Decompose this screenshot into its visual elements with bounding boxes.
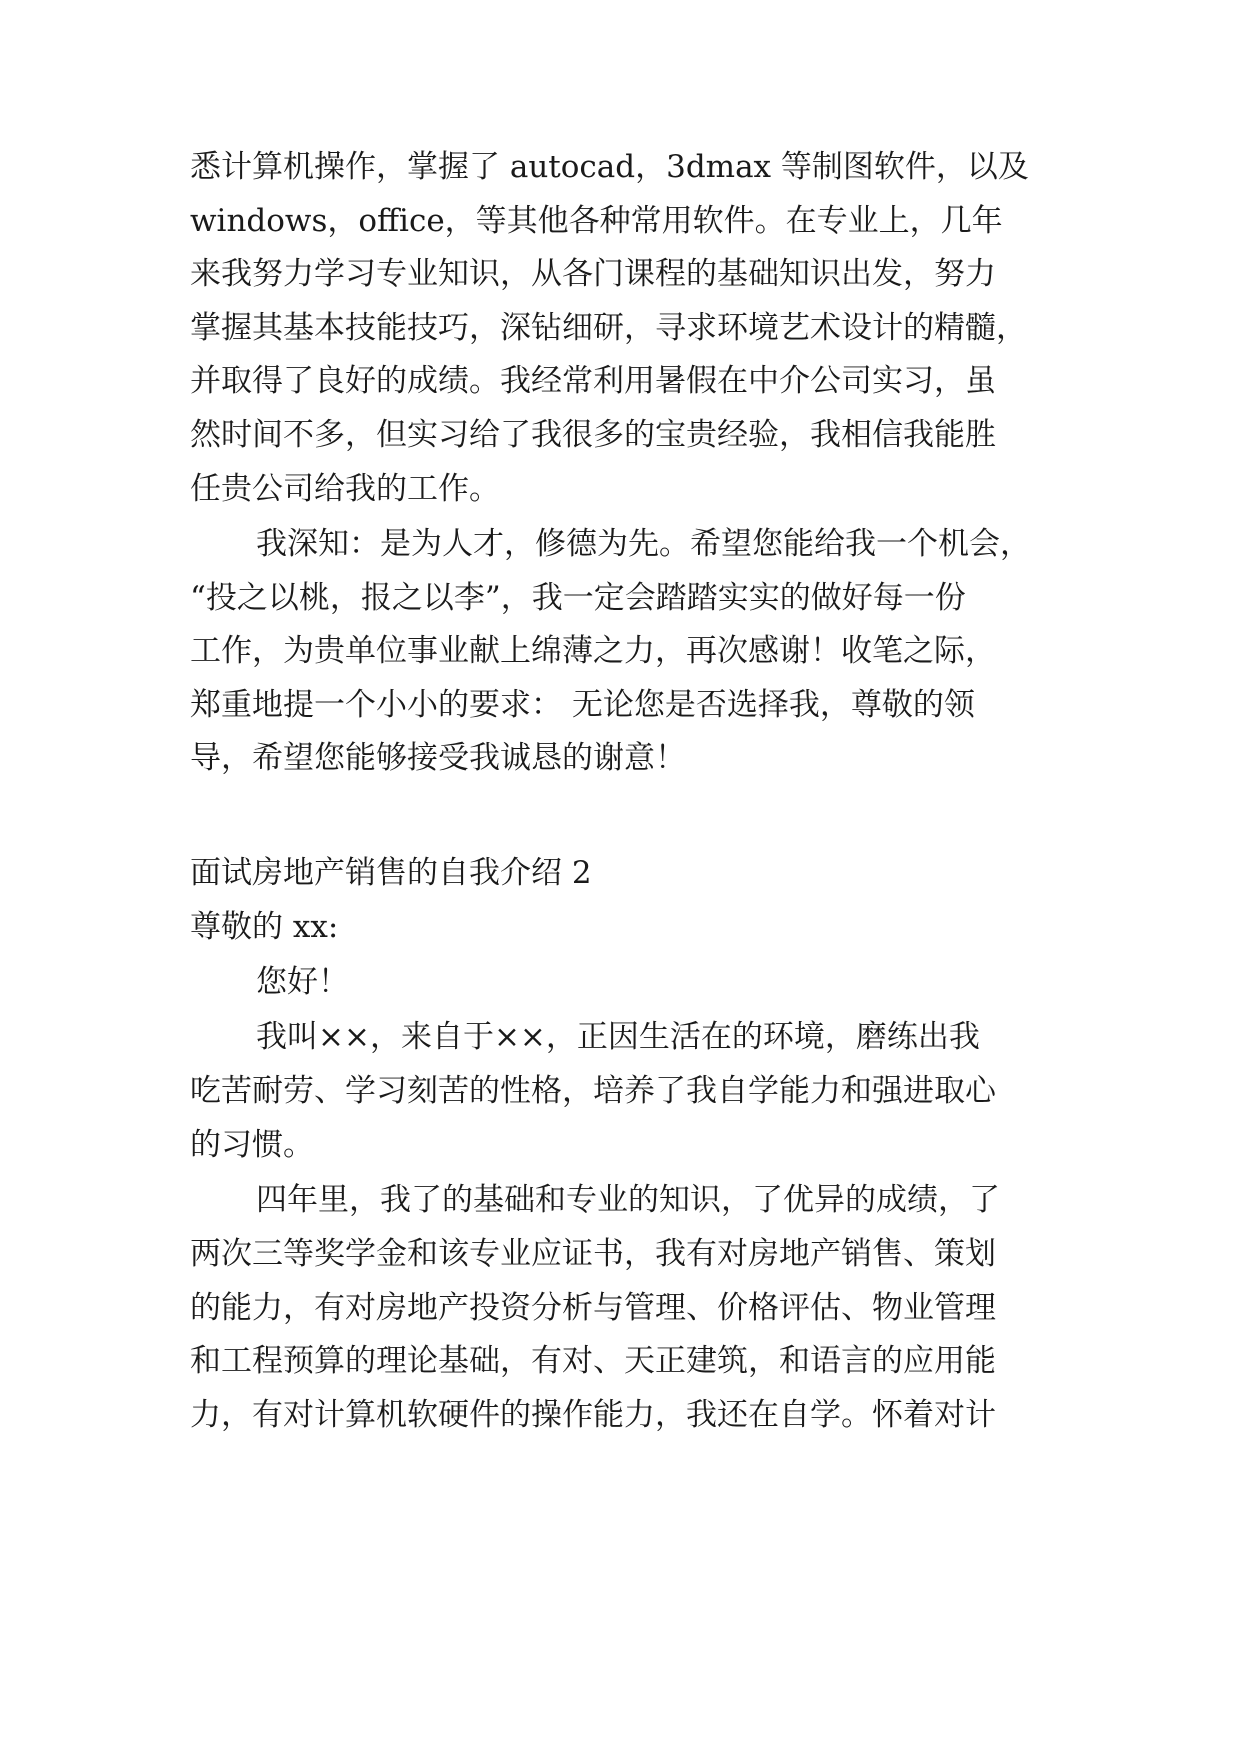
text-line: “投之以桃，报之以李”，我一定会踏踏实实的做好每一份 [190,580,966,616]
text-line: 并取得了良好的成绩。我经常利用暑假在中介公司实习，虽 [190,363,996,399]
greeting: 您好！ [256,964,349,1000]
text-line: 两次三等奖学金和该专业应证书，我有对房地产销售、策划 [190,1236,996,1272]
text-line: 掌握其基本技能技巧，深钻细研，寻求环境艺术设计的精髓， [190,310,1027,346]
text-line: 郑重地提一个小小的要求： 无论您是否选择我，尊敬的领 [190,687,975,723]
text-line: 的能力，有对房地产投资分析与管理、价格评估、物业管理 [190,1290,996,1326]
text-line: windows，office，等其他各种常用软件。在专业上，几年 [190,203,1003,239]
text-line: 吃苦耐劳、学习刻苦的性格，培养了我自学能力和强进取心 [190,1073,996,1109]
text-line: 我叫××，来自于××，正因生活在的环境，磨练出我 [256,1019,980,1055]
text-line: 然时间不多，但实习给了我很多的宝贵经验，我相信我能胜 [190,417,996,453]
text-line: 我深知：是为人才，修德为先。希望您能给我一个机会， [256,526,1031,562]
section-title: 面试房地产销售的自我介绍 2 [190,855,592,891]
text-line: 导，希望您能够接受我诚恳的谢意！ [190,740,686,776]
text-line: 工作，为贵单位事业献上绵薄之力，再次感谢！收笔之际， [190,633,996,669]
text-line: 的习惯。 [190,1127,314,1163]
text-line: 悉计算机操作，掌握了 autocad，3dmax 等制图软件，以及 [190,149,1029,185]
text-line: 来我努力学习专业知识，从各门课程的基础知识出发，努力 [190,256,996,292]
text-line: 和工程预算的理论基础，有对、天正建筑，和语言的应用能 [190,1343,996,1379]
text-line: 力，有对计算机软硬件的操作能力，我还在自学。怀着对计 [190,1397,996,1433]
salutation: 尊敬的 xx: [190,909,339,945]
text-line: 任贵公司给我的工作。 [190,471,500,507]
text-line: 四年里，我了的基础和专业的知识，了优异的成绩，了 [256,1182,1000,1218]
